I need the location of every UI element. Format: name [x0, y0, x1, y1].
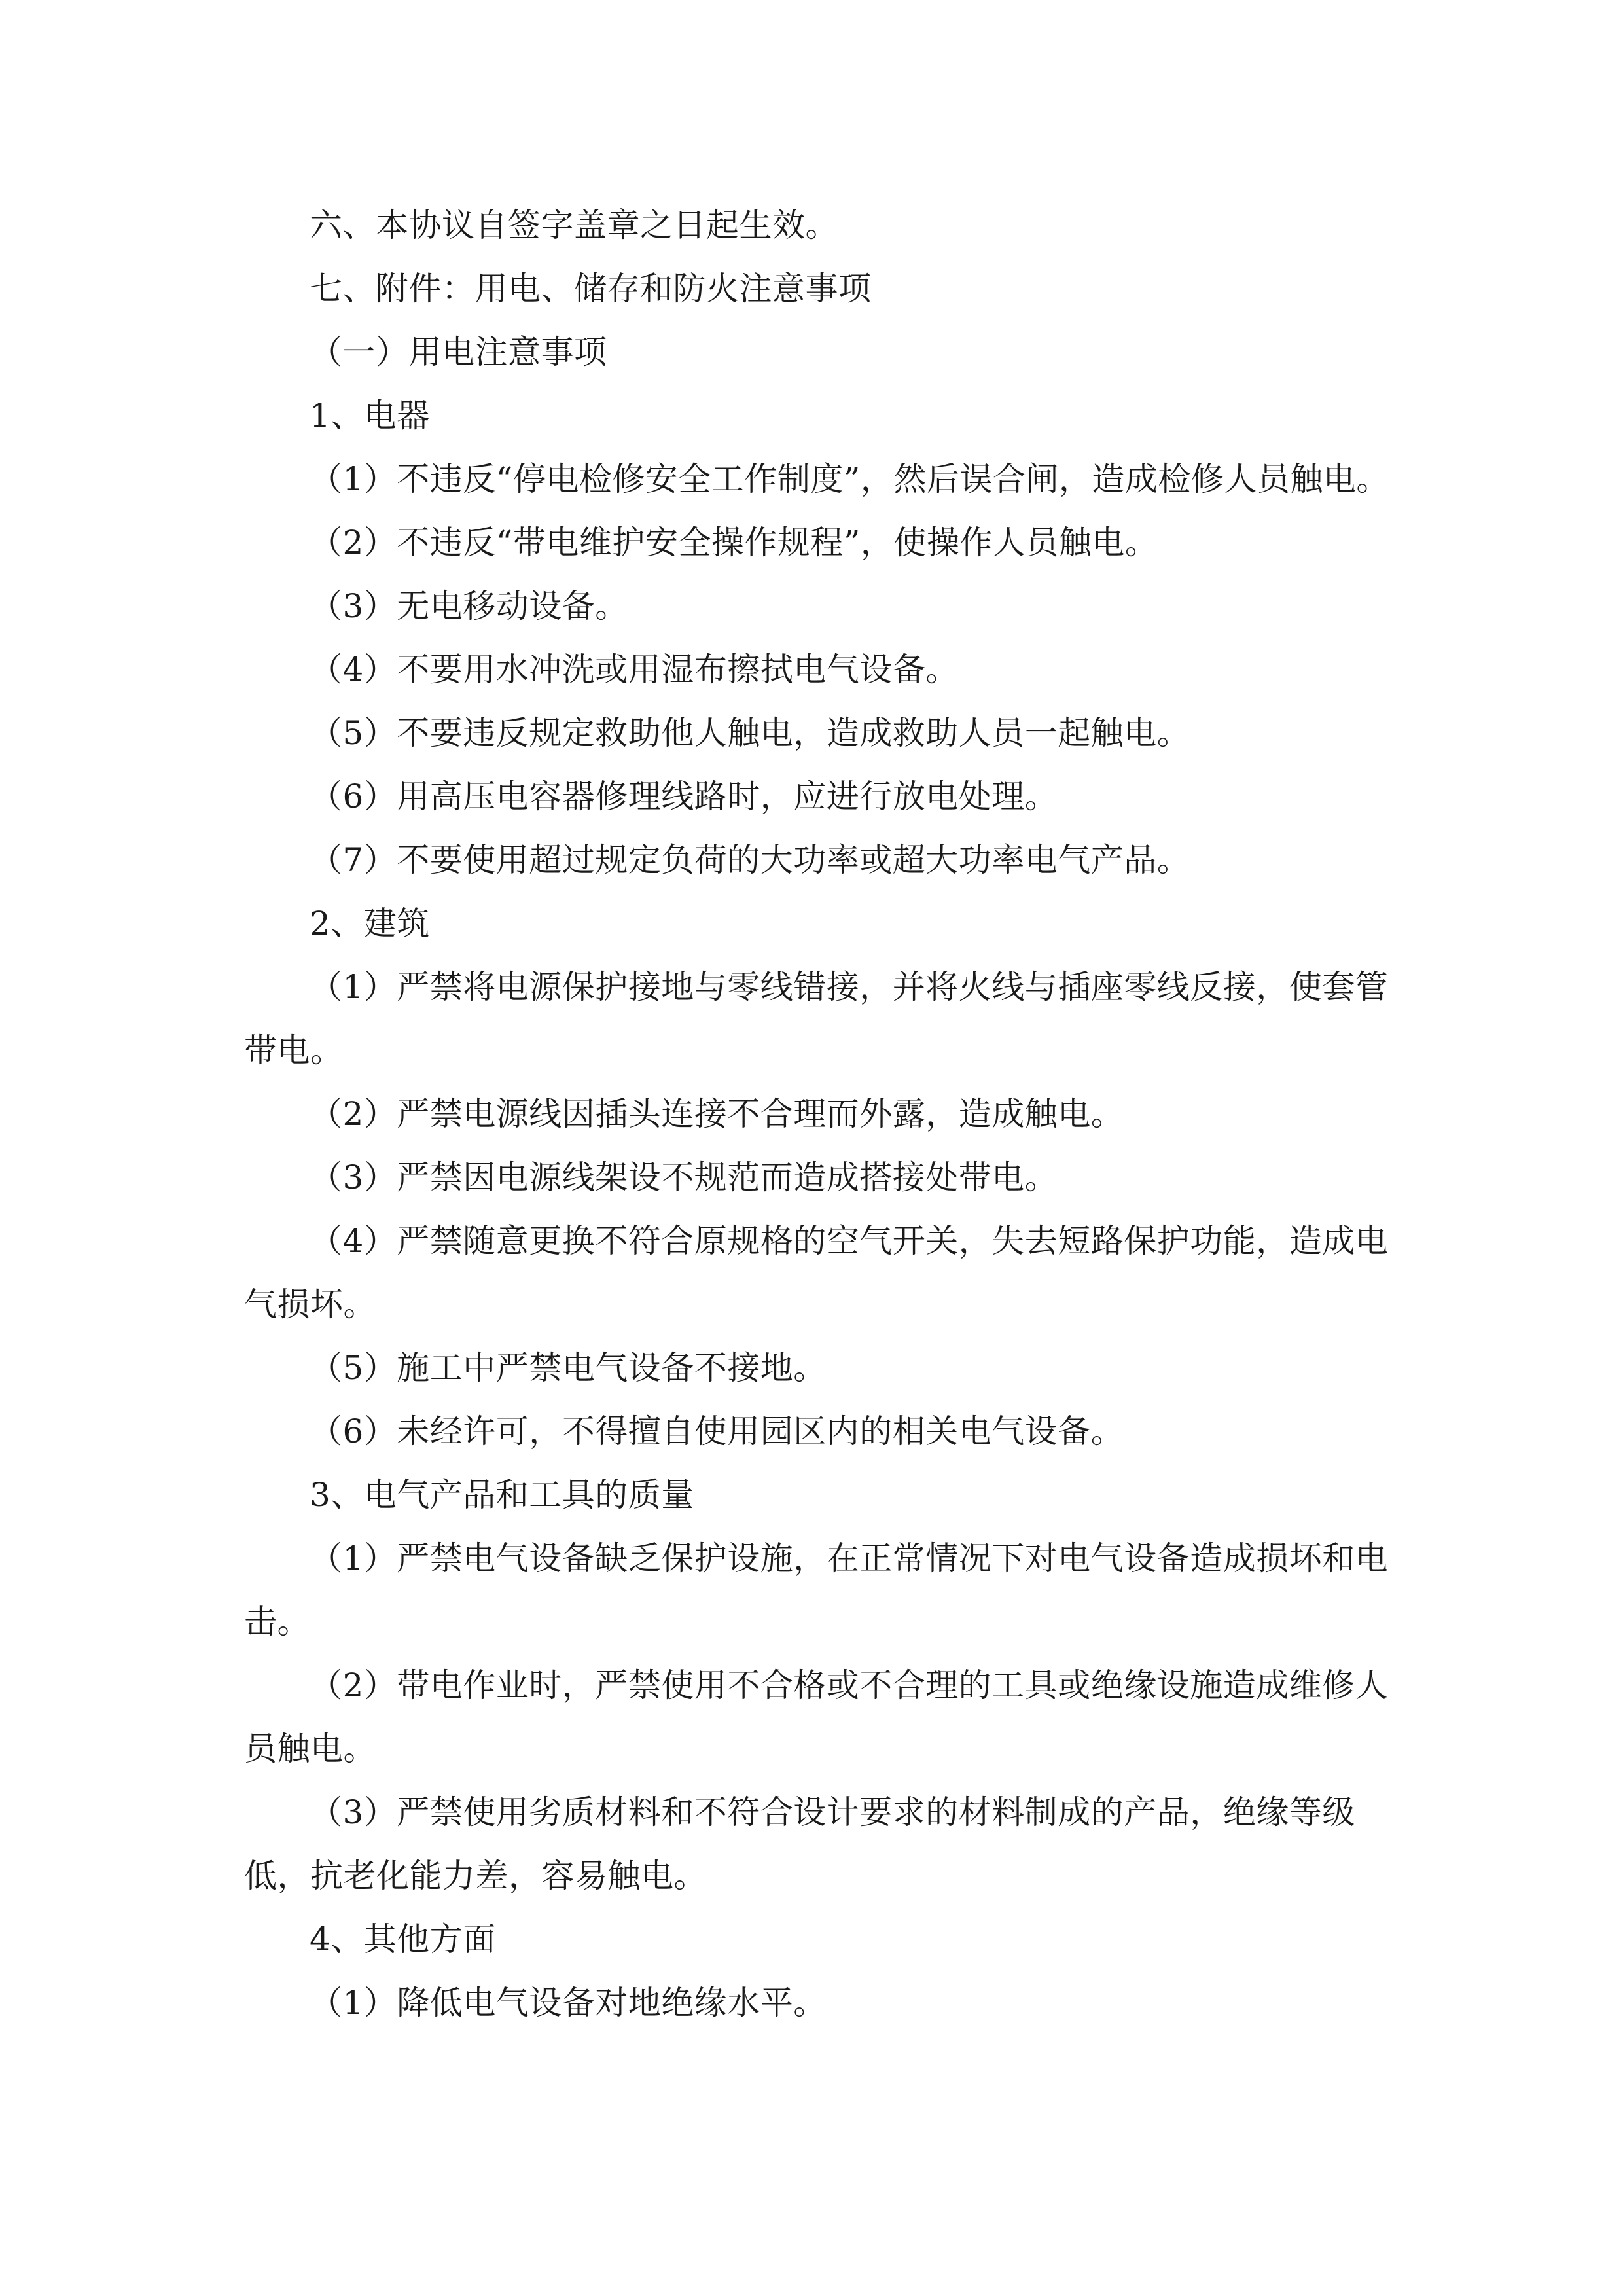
- item-3-heading: 3、电气产品和工具的质量: [310, 1476, 694, 1514]
- item-4-heading: 4、其他方面: [310, 1920, 496, 1958]
- item-1-point-1: （1）不违反“停电检修安全工作制度”，然后误合闸，造成检修人员触电。: [310, 460, 1389, 498]
- clause-six: 六、本协议自签字盖章之日起生效。: [310, 206, 838, 244]
- clause-seven-heading: 七、附件：用电、储存和防火注意事项: [310, 270, 872, 308]
- item-1-point-3: （3）无电移动设备。: [310, 587, 628, 625]
- item-2-point-3: （3）严禁因电源线架设不规范而造成搭接处带电。: [310, 1158, 1058, 1196]
- item-1-point-4: （4）不要用水冲洗或用湿布擦拭电气设备。: [310, 651, 959, 689]
- item-1-point-7: （7）不要使用超过规定负荷的大功率或超大功率电气产品。: [310, 841, 1190, 879]
- item-1-point-2: （2）不违反“带电维护安全操作规程”，使操作人员触电。: [310, 524, 1158, 562]
- item-3-point-2: （2）带电作业时，严禁使用不合格或不合理的工具或绝缘设施造成维修人员触电。: [244, 1666, 1389, 1768]
- item-2-point-4: （4）严禁随意更换不符合原规格的空气开关，失去短路保护功能，造成电气损坏。: [244, 1222, 1389, 1323]
- item-1-point-6: （6）用高压电容器修理线路时，应进行放电处理。: [310, 778, 1058, 816]
- document-body: [244, 194, 1396, 2035]
- item-1-point-5: （5）不要违反规定救助他人触电，造成救助人员一起触电。: [310, 714, 1190, 752]
- item-1-heading: 1、电器: [310, 397, 430, 435]
- item-2-point-1: （1）严禁将电源保护接地与零线错接，并将火线与插座零线反接，使套管带电。: [244, 968, 1389, 1069]
- item-2-heading: 2、建筑: [310, 905, 430, 942]
- item-2-point-6: （6）未经许可，不得擅自使用园区内的相关电气设备。: [310, 1412, 1124, 1450]
- item-3-point-3: （3）严禁使用劣质材料和不符合设计要求的材料制成的产品，绝缘等级低，抗老化能力差，容易触电。: [244, 1793, 1355, 1895]
- item-3-point-1: （1）严禁电气设备缺乏保护设施，在正常情况下对电气设备造成损坏和电击。: [244, 1539, 1389, 1641]
- item-4-point-1: （1）降低电气设备对地绝缘水平。: [310, 1984, 827, 2022]
- section-one-heading: （一）用电注意事项: [310, 333, 607, 371]
- item-2-point-2: （2）严禁电源线因插头连接不合理而外露，造成触电。: [310, 1095, 1124, 1133]
- item-2-point-5: （5）施工中严禁电气设备不接地。: [310, 1349, 827, 1387]
